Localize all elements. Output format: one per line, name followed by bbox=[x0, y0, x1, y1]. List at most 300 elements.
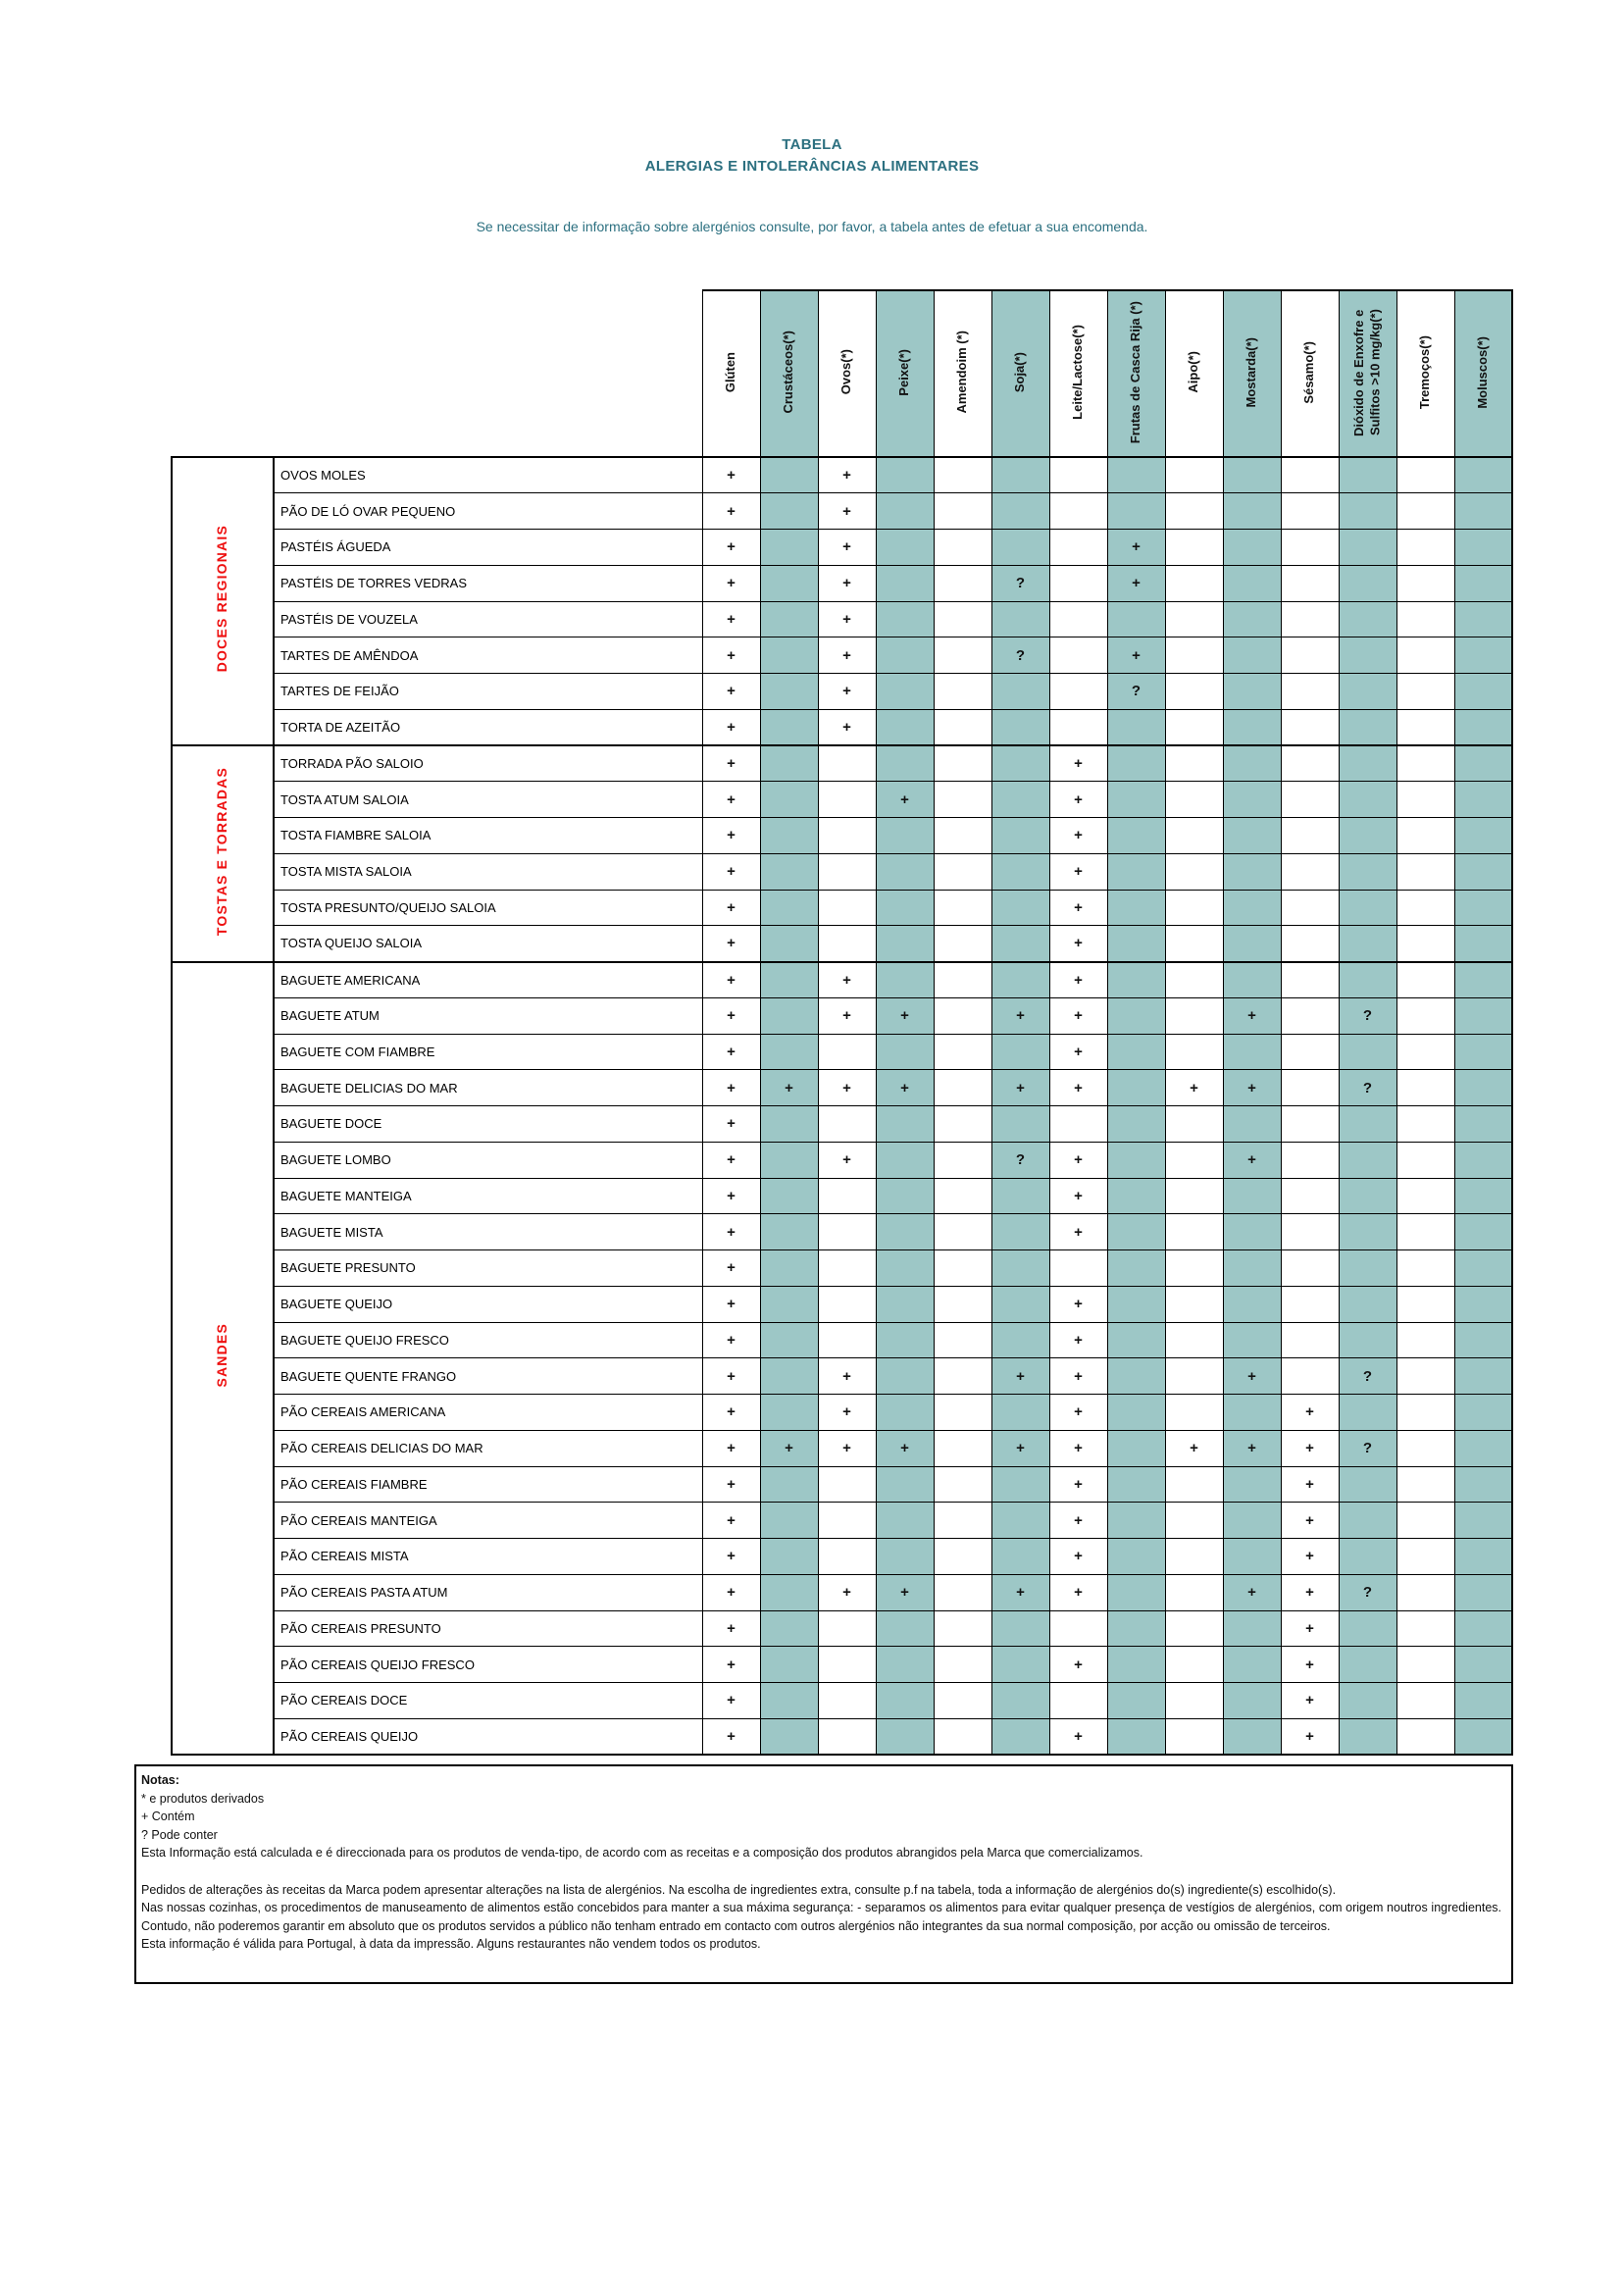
allergen-mark bbox=[1165, 565, 1223, 601]
allergen-mark bbox=[1454, 890, 1512, 926]
allergen-mark: ? bbox=[991, 637, 1049, 674]
table-row bbox=[172, 1647, 1512, 1683]
allergen-mark bbox=[1396, 674, 1454, 710]
allergen-mark bbox=[934, 818, 991, 854]
allergen-mark bbox=[876, 493, 934, 530]
allergen-mark bbox=[760, 818, 818, 854]
column-header bbox=[1339, 290, 1396, 457]
table-row bbox=[172, 1683, 1512, 1719]
allergen-mark: + bbox=[702, 530, 760, 566]
allergen-mark bbox=[876, 1683, 934, 1719]
allergen-mark bbox=[991, 1610, 1049, 1647]
allergen-mark bbox=[1165, 1034, 1223, 1070]
allergen-mark bbox=[876, 530, 934, 566]
allergen-mark bbox=[1281, 853, 1339, 890]
allergen-mark: + bbox=[702, 565, 760, 601]
allergen-mark bbox=[760, 997, 818, 1034]
table-row bbox=[172, 962, 1512, 998]
allergen-mark bbox=[1339, 926, 1396, 962]
allergen-mark bbox=[1281, 674, 1339, 710]
product-name: PÃO DE LÓ OVAR PEQUENO bbox=[274, 493, 702, 530]
logo-cell bbox=[172, 290, 702, 457]
allergen-mark bbox=[934, 1142, 991, 1178]
allergen-mark bbox=[1107, 1718, 1165, 1755]
allergen-mark: + bbox=[1281, 1610, 1339, 1647]
allergen-mark bbox=[1339, 1503, 1396, 1539]
column-header-label: Crustáceos(*) bbox=[781, 331, 796, 414]
table-row bbox=[172, 1718, 1512, 1755]
allergen-mark bbox=[1396, 890, 1454, 926]
allergen-mark bbox=[1454, 1647, 1512, 1683]
allergen-mark bbox=[1281, 1106, 1339, 1143]
table-row bbox=[172, 1395, 1512, 1431]
allergen-mark bbox=[760, 1610, 818, 1647]
allergen-mark bbox=[1454, 637, 1512, 674]
allergen-mark bbox=[1165, 1466, 1223, 1503]
allergen-mark: + bbox=[1049, 1430, 1107, 1466]
allergen-mark bbox=[1281, 818, 1339, 854]
allergen-mark bbox=[760, 530, 818, 566]
allergen-mark bbox=[1049, 1610, 1107, 1647]
allergen-mark bbox=[1107, 818, 1165, 854]
allergen-mark bbox=[934, 709, 991, 745]
allergen-mark bbox=[876, 1610, 934, 1647]
product-name: BAGUETE PRESUNTO bbox=[274, 1250, 702, 1287]
allergen-mark bbox=[1281, 745, 1339, 782]
column-header-label: Leite/Lactose(*) bbox=[1070, 325, 1086, 420]
allergen-mark bbox=[1396, 1106, 1454, 1143]
allergen-mark: + bbox=[1223, 1142, 1281, 1178]
allergen-mark bbox=[1107, 457, 1165, 493]
allergen-mark: + bbox=[1281, 1647, 1339, 1683]
allergen-mark bbox=[1281, 493, 1339, 530]
group-cell bbox=[172, 457, 274, 745]
allergen-mark bbox=[876, 637, 934, 674]
product-name: PÃO CEREAIS MANTEIGA bbox=[274, 1503, 702, 1539]
allergen-mark bbox=[1339, 1322, 1396, 1358]
allergen-mark bbox=[991, 1718, 1049, 1755]
allergen-mark: + bbox=[876, 1574, 934, 1610]
allergen-mark bbox=[1107, 890, 1165, 926]
table-row bbox=[172, 1358, 1512, 1395]
allergen-mark: + bbox=[702, 457, 760, 493]
allergen-mark bbox=[1339, 493, 1396, 530]
allergen-mark bbox=[818, 1178, 876, 1214]
allergen-mark: + bbox=[702, 674, 760, 710]
allergen-mark bbox=[876, 1034, 934, 1070]
product-name: BAGUETE COM FIAMBRE bbox=[274, 1034, 702, 1070]
allergen-mark: + bbox=[991, 1358, 1049, 1395]
allergen-mark bbox=[1454, 674, 1512, 710]
allergen-mark bbox=[991, 1539, 1049, 1575]
allergen-mark bbox=[1396, 637, 1454, 674]
table-row bbox=[172, 674, 1512, 710]
allergen-mark: + bbox=[1223, 1430, 1281, 1466]
allergen-mark bbox=[934, 1286, 991, 1322]
allergen-mark bbox=[1049, 709, 1107, 745]
allergen-mark: + bbox=[760, 1070, 818, 1106]
allergen-mark bbox=[1281, 1070, 1339, 1106]
allergen-mark: + bbox=[818, 1142, 876, 1178]
note-line: Esta informação é válida para Portugal, à data da impressão. Alguns restaurantes não vendem todos os produtos. bbox=[141, 1937, 761, 1952]
allergen-mark: + bbox=[1049, 818, 1107, 854]
allergen-mark bbox=[876, 1214, 934, 1250]
allergen-mark bbox=[1107, 601, 1165, 637]
product-name: PÃO CEREAIS PRESUNTO bbox=[274, 1610, 702, 1647]
allergen-mark bbox=[760, 565, 818, 601]
allergen-mark: + bbox=[702, 782, 760, 818]
table-row bbox=[172, 926, 1512, 962]
allergen-mark bbox=[1339, 530, 1396, 566]
allergen-mark bbox=[1107, 1106, 1165, 1143]
product-name: TOSTA QUEIJO SALOIA bbox=[274, 926, 702, 962]
allergen-mark bbox=[1454, 1034, 1512, 1070]
allergen-mark bbox=[760, 674, 818, 710]
allergen-mark bbox=[934, 1250, 991, 1287]
product-name: BAGUETE ATUM bbox=[274, 997, 702, 1034]
allergen-mark bbox=[1049, 674, 1107, 710]
table-row bbox=[172, 890, 1512, 926]
allergen-mark bbox=[934, 674, 991, 710]
allergen-mark bbox=[1223, 1214, 1281, 1250]
allergen-mark bbox=[1339, 745, 1396, 782]
allergen-mark: + bbox=[702, 1610, 760, 1647]
allergen-mark bbox=[991, 890, 1049, 926]
allergen-mark bbox=[934, 1322, 991, 1358]
column-header-label: Tremoços(*) bbox=[1417, 334, 1433, 410]
column-header bbox=[760, 290, 818, 457]
allergen-mark: + bbox=[818, 1430, 876, 1466]
allergen-mark bbox=[1049, 1250, 1107, 1287]
product-name: PÃO CEREAIS PASTA ATUM bbox=[274, 1574, 702, 1610]
allergen-mark bbox=[1339, 1286, 1396, 1322]
product-name: PASTÉIS ÁGUEDA bbox=[274, 530, 702, 566]
allergen-mark bbox=[1454, 1250, 1512, 1287]
allergen-mark: + bbox=[702, 1718, 760, 1755]
table-row bbox=[172, 493, 1512, 530]
allergen-mark bbox=[1339, 1214, 1396, 1250]
allergen-mark bbox=[1339, 818, 1396, 854]
allergen-mark bbox=[1339, 1142, 1396, 1178]
allergen-mark: + bbox=[1049, 1647, 1107, 1683]
allergen-mark: + bbox=[1107, 637, 1165, 674]
allergen-mark bbox=[1049, 1683, 1107, 1719]
allergen-mark bbox=[1165, 853, 1223, 890]
note-line: * e produtos derivados bbox=[141, 1791, 265, 1806]
allergen-mark bbox=[1223, 782, 1281, 818]
product-name: TOSTA FIAMBRE SALOIA bbox=[274, 818, 702, 854]
allergen-mark bbox=[1454, 1286, 1512, 1322]
allergen-mark: + bbox=[702, 853, 760, 890]
allergen-mark bbox=[1049, 457, 1107, 493]
allergen-mark bbox=[876, 745, 934, 782]
note-line: + Contém bbox=[141, 1810, 195, 1824]
allergen-mark bbox=[1107, 782, 1165, 818]
allergen-mark bbox=[760, 1142, 818, 1178]
allergen-mark bbox=[1281, 457, 1339, 493]
allergen-mark bbox=[991, 493, 1049, 530]
allergen-mark bbox=[934, 1539, 991, 1575]
allergen-mark bbox=[1165, 1647, 1223, 1683]
allergen-mark: + bbox=[702, 637, 760, 674]
allergen-mark bbox=[1396, 997, 1454, 1034]
allergen-mark bbox=[818, 1683, 876, 1719]
allergen-mark bbox=[1454, 1610, 1512, 1647]
allergen-mark bbox=[876, 926, 934, 962]
allergen-mark bbox=[760, 1358, 818, 1395]
table-row bbox=[172, 1178, 1512, 1214]
allergen-mark bbox=[1223, 1034, 1281, 1070]
allergen-mark bbox=[1107, 493, 1165, 530]
allergen-mark bbox=[818, 1250, 876, 1287]
allergen-mark bbox=[1165, 818, 1223, 854]
allergen-mark bbox=[818, 1503, 876, 1539]
allergen-mark bbox=[1339, 1683, 1396, 1719]
allergen-mark bbox=[1165, 1250, 1223, 1287]
product-name: PÃO CEREAIS DOCE bbox=[274, 1683, 702, 1719]
allergen-mark bbox=[1165, 926, 1223, 962]
allergen-mark bbox=[760, 1574, 818, 1610]
allergen-mark bbox=[1107, 1070, 1165, 1106]
allergen-mark: + bbox=[702, 1214, 760, 1250]
allergen-mark bbox=[1396, 1070, 1454, 1106]
product-name: PÃO CEREAIS DELICIAS DO MAR bbox=[274, 1430, 702, 1466]
allergen-mark: + bbox=[702, 1034, 760, 1070]
allergen-mark bbox=[1165, 674, 1223, 710]
allergen-mark bbox=[760, 601, 818, 637]
allergen-mark bbox=[1165, 1286, 1223, 1322]
table-row bbox=[172, 853, 1512, 890]
allergen-mark: + bbox=[1049, 1322, 1107, 1358]
table-row bbox=[172, 1214, 1512, 1250]
allergen-mark: + bbox=[818, 565, 876, 601]
allergen-mark bbox=[1281, 1178, 1339, 1214]
allergen-mark bbox=[1281, 1214, 1339, 1250]
allergen-mark bbox=[876, 457, 934, 493]
allergen-mark: + bbox=[991, 997, 1049, 1034]
allergen-mark bbox=[1454, 530, 1512, 566]
allergen-mark bbox=[1396, 1539, 1454, 1575]
group-label: DOCES REGIONAIS bbox=[214, 525, 230, 673]
allergen-mark: + bbox=[1049, 1358, 1107, 1395]
table-row bbox=[172, 565, 1512, 601]
group-label: TOSTAS E TORRADAS bbox=[214, 766, 230, 936]
product-name: PÃO CEREAIS AMERICANA bbox=[274, 1395, 702, 1431]
allergen-mark: + bbox=[818, 601, 876, 637]
allergen-mark: + bbox=[1049, 853, 1107, 890]
allergen-mark: + bbox=[818, 1395, 876, 1431]
column-header bbox=[1281, 290, 1339, 457]
allergen-mark: + bbox=[1281, 1683, 1339, 1719]
allergen-mark bbox=[818, 745, 876, 782]
allergen-mark bbox=[934, 1574, 991, 1610]
allergen-mark bbox=[1165, 1106, 1223, 1143]
allergen-mark bbox=[934, 926, 991, 962]
allergen-mark bbox=[1107, 745, 1165, 782]
allergen-mark bbox=[1107, 1503, 1165, 1539]
allergen-mark bbox=[991, 1178, 1049, 1214]
table-row bbox=[172, 818, 1512, 854]
product-name: TOSTA MISTA SALOIA bbox=[274, 853, 702, 890]
column-header-label: Dióxido de Enxofre e Sulfitos >10 mg/kg(*) bbox=[1351, 308, 1383, 436]
allergen-mark bbox=[760, 709, 818, 745]
allergen-mark bbox=[1454, 962, 1512, 998]
allergen-mark: + bbox=[1223, 1070, 1281, 1106]
allergen-mark: + bbox=[818, 1070, 876, 1106]
table-row bbox=[172, 1034, 1512, 1070]
allergen-mark bbox=[1223, 1466, 1281, 1503]
allergen-mark bbox=[1223, 1106, 1281, 1143]
allergen-mark bbox=[1339, 853, 1396, 890]
allergen-mark bbox=[760, 1322, 818, 1358]
allergen-mark bbox=[1223, 1395, 1281, 1431]
allergen-mark: + bbox=[1049, 1178, 1107, 1214]
allergen-mark bbox=[818, 1718, 876, 1755]
allergen-mark bbox=[760, 493, 818, 530]
allergen-mark bbox=[934, 1178, 991, 1214]
allergen-mark bbox=[1396, 565, 1454, 601]
allergen-mark bbox=[1107, 1574, 1165, 1610]
allergen-mark bbox=[1165, 493, 1223, 530]
product-name: PÃO CEREAIS QUEIJO FRESCO bbox=[274, 1647, 702, 1683]
allergen-mark bbox=[760, 1683, 818, 1719]
allergen-mark bbox=[1281, 601, 1339, 637]
allergen-mark: + bbox=[1223, 1358, 1281, 1395]
allergen-mark bbox=[1454, 1466, 1512, 1503]
allergen-mark bbox=[1223, 1647, 1281, 1683]
allergen-mark bbox=[1454, 1574, 1512, 1610]
allergen-mark bbox=[1339, 601, 1396, 637]
column-header-label: Soja(*) bbox=[1012, 351, 1028, 393]
group-label: SANDES bbox=[214, 1323, 230, 1389]
allergen-mark bbox=[760, 853, 818, 890]
allergen-mark bbox=[1339, 1610, 1396, 1647]
product-name: BAGUETE AMERICANA bbox=[274, 962, 702, 998]
product-name: TOSTA ATUM SALOIA bbox=[274, 782, 702, 818]
allergen-mark bbox=[818, 853, 876, 890]
allergen-mark bbox=[1049, 493, 1107, 530]
allergen-mark: ? bbox=[1107, 674, 1165, 710]
allergen-mark bbox=[934, 745, 991, 782]
allergen-mark: ? bbox=[1339, 1574, 1396, 1610]
column-header bbox=[1049, 290, 1107, 457]
allergen-mark bbox=[760, 1034, 818, 1070]
product-name: BAGUETE QUEIJO bbox=[274, 1286, 702, 1322]
table-row bbox=[172, 745, 1512, 782]
allergen-mark bbox=[934, 997, 991, 1034]
allergen-mark bbox=[1396, 1286, 1454, 1322]
allergen-mark: + bbox=[1049, 997, 1107, 1034]
allergen-mark bbox=[876, 565, 934, 601]
allergen-mark bbox=[1396, 1395, 1454, 1431]
allergen-mark bbox=[876, 1718, 934, 1755]
allergen-mark bbox=[1165, 457, 1223, 493]
table-row bbox=[172, 1610, 1512, 1647]
allergen-mark bbox=[1165, 1358, 1223, 1395]
allergen-mark bbox=[1454, 1718, 1512, 1755]
table-row bbox=[172, 1503, 1512, 1539]
allergen-mark bbox=[760, 782, 818, 818]
allergen-mark bbox=[1281, 1322, 1339, 1358]
allergen-mark bbox=[1107, 1358, 1165, 1395]
allergen-mark bbox=[1339, 637, 1396, 674]
allergen-mark bbox=[876, 1322, 934, 1358]
allergen-mark bbox=[1454, 1070, 1512, 1106]
allergen-mark bbox=[1454, 1106, 1512, 1143]
allergen-mark: + bbox=[1049, 1574, 1107, 1610]
allergen-mark bbox=[876, 1466, 934, 1503]
column-header bbox=[1396, 290, 1454, 457]
allergen-mark: + bbox=[702, 962, 760, 998]
allergen-mark bbox=[934, 1503, 991, 1539]
column-header-label: Ovos(*) bbox=[838, 349, 854, 395]
allergen-mark bbox=[1454, 1322, 1512, 1358]
allergen-mark bbox=[1223, 1718, 1281, 1755]
table-row bbox=[172, 1322, 1512, 1358]
allergen-mark bbox=[1223, 530, 1281, 566]
allergen-mark: + bbox=[702, 1466, 760, 1503]
allergen-mark bbox=[1396, 457, 1454, 493]
allergen-mark bbox=[1396, 1178, 1454, 1214]
allergen-mark: + bbox=[1281, 1430, 1339, 1466]
allergen-mark bbox=[818, 1610, 876, 1647]
allergen-mark: + bbox=[1049, 782, 1107, 818]
allergen-mark bbox=[1396, 1430, 1454, 1466]
table-row bbox=[172, 1574, 1512, 1610]
allergen-mark: + bbox=[1049, 1070, 1107, 1106]
allergen-mark bbox=[934, 1070, 991, 1106]
product-name: BAGUETE MANTEIGA bbox=[274, 1178, 702, 1214]
allergen-mark bbox=[1165, 1610, 1223, 1647]
allergen-mark bbox=[876, 1250, 934, 1287]
allergen-mark bbox=[1454, 457, 1512, 493]
allergen-mark bbox=[876, 674, 934, 710]
allergen-mark: + bbox=[1049, 1142, 1107, 1178]
page-title-line2: ALERGIAS E INTOLERÂNCIAS ALIMENTARES bbox=[644, 158, 980, 175]
allergen-mark: ? bbox=[991, 1142, 1049, 1178]
allergen-mark: + bbox=[702, 493, 760, 530]
allergen-mark bbox=[1107, 1610, 1165, 1647]
allergen-mark bbox=[991, 962, 1049, 998]
allergen-mark bbox=[1339, 1539, 1396, 1575]
allergen-mark bbox=[876, 1395, 934, 1431]
allergen-mark bbox=[1281, 962, 1339, 998]
column-header-label: Mostarda(*) bbox=[1243, 336, 1259, 408]
product-name: BAGUETE DOCE bbox=[274, 1106, 702, 1143]
allergen-mark bbox=[1281, 1142, 1339, 1178]
allergen-mark bbox=[934, 493, 991, 530]
allergen-mark bbox=[1107, 1539, 1165, 1575]
table-row bbox=[172, 637, 1512, 674]
allergen-mark: ? bbox=[1339, 1430, 1396, 1466]
allergen-mark bbox=[991, 782, 1049, 818]
allergen-mark bbox=[1049, 637, 1107, 674]
allergen-mark bbox=[991, 1106, 1049, 1143]
allergen-mark bbox=[1454, 1178, 1512, 1214]
allergen-mark bbox=[1454, 745, 1512, 782]
allergen-mark: + bbox=[702, 1250, 760, 1287]
allergen-mark: + bbox=[702, 1395, 760, 1431]
allergen-mark bbox=[1454, 493, 1512, 530]
allergen-mark bbox=[760, 1647, 818, 1683]
note-line: Esta Informação está calculada e é direccionada para os produtos de venda-tipo, de acordo com as receitas e a composição dos produtos abrangidos pela Marca que comercializamos. bbox=[141, 1846, 1143, 1861]
allergen-mark bbox=[1223, 1539, 1281, 1575]
allergen-mark: + bbox=[818, 637, 876, 674]
product-name: BAGUETE DELICIAS DO MAR bbox=[274, 1070, 702, 1106]
allergen-mark bbox=[991, 1683, 1049, 1719]
allergen-mark bbox=[760, 637, 818, 674]
allergen-mark: + bbox=[702, 709, 760, 745]
